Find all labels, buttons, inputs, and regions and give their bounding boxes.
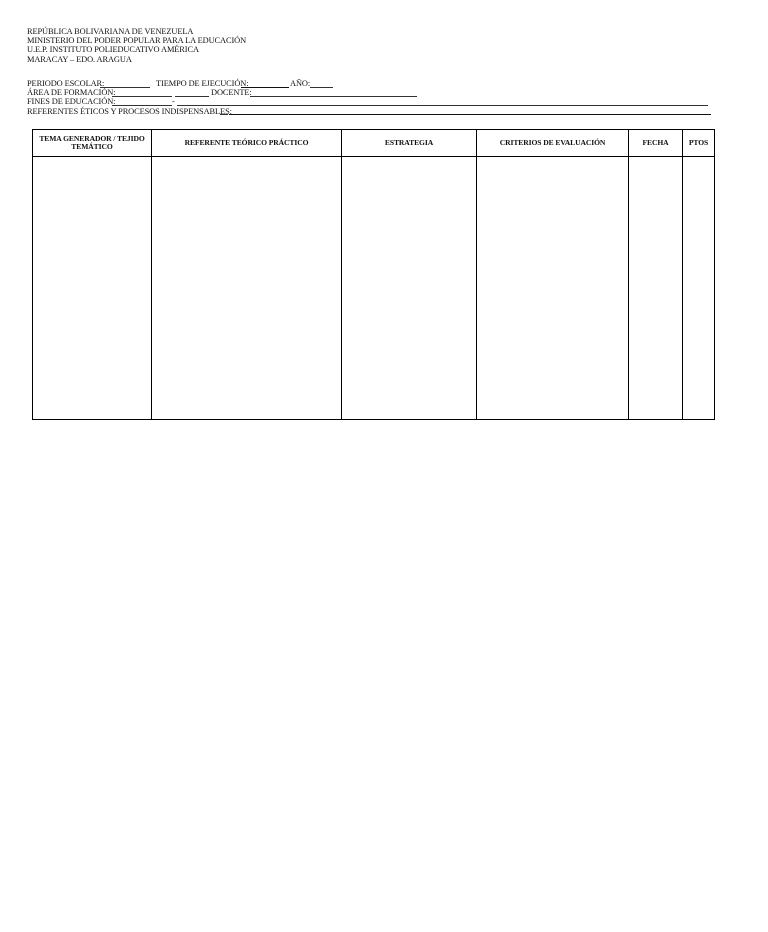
docente-label: DOCENTE:	[211, 88, 252, 98]
form-fields	[27, 79, 717, 116]
col-header-tema: TEMA GENERADOR / TEJIDO TEMÁTICO	[33, 130, 152, 157]
col-header-fecha: FECHA	[629, 130, 683, 157]
header-line-school: U.E.P. INSTITUTO POLIEDUCATIVO AMÉRICA	[27, 45, 199, 55]
cell-ptos[interactable]	[683, 157, 715, 420]
fines-label: FINES DE EDUCACIÓN:	[27, 97, 116, 107]
field-line-area	[27, 88, 717, 97]
col-header-ptos: PTOS	[683, 130, 715, 157]
cell-fecha[interactable]	[629, 157, 683, 420]
header-line-city: MARACAY – EDO. ARAGUA	[27, 54, 132, 64]
cell-estrategia[interactable]	[342, 157, 477, 420]
fines-blank[interactable]	[112, 97, 172, 106]
fines-dash: -	[172, 97, 175, 107]
table-row	[33, 157, 715, 420]
ano-blank[interactable]	[310, 79, 333, 88]
periodo-blank[interactable]	[100, 79, 150, 88]
ano-label: AÑO:	[290, 79, 311, 88]
header-line-republic: REPÚBLICA BOLIVARIANA DE VENEZUELA	[27, 27, 194, 36]
referentes-blank[interactable]	[220, 107, 228, 116]
col-header-referente: REFERENTE TEÓRICO PRÁCTICO	[152, 130, 342, 157]
cell-tema[interactable]	[33, 157, 152, 420]
col-header-criterios: CRITERIOS DE EVALUACIÓN	[477, 130, 629, 157]
tiempo-blank[interactable]	[241, 79, 289, 88]
planning-table-container	[32, 129, 714, 420]
planning-table	[32, 129, 715, 420]
referentes-label: REFERENTES ÉTICOS Y PROCESOS INDISPENSABLES:	[27, 106, 232, 116]
field-line-periodo	[27, 79, 717, 88]
referentes-blank-2[interactable]	[229, 107, 711, 116]
field-line-fines	[27, 97, 717, 106]
fines-blank-2[interactable]	[177, 97, 708, 106]
periodo-label: PERIODO ESCOLAR:	[27, 79, 105, 88]
docente-blank[interactable]	[250, 88, 417, 97]
table-header-row	[33, 130, 715, 157]
col-header-estrategia: ESTRATEGIA	[342, 130, 477, 157]
area-blank-2[interactable]	[175, 88, 209, 97]
tiempo-label: TIEMPO DE EJECUCIÓN:	[156, 79, 249, 88]
area-blank[interactable]	[112, 88, 172, 97]
institution-header	[27, 27, 246, 64]
cell-referente[interactable]	[152, 157, 342, 420]
cell-criterios[interactable]	[477, 157, 629, 420]
header-line-ministry: MINISTERIO DEL PODER POPULAR PARA LA EDUCACIÓN	[27, 36, 247, 46]
area-label: ÁREA DE FORMACIÓN:	[27, 88, 116, 98]
field-line-referentes	[27, 107, 717, 116]
